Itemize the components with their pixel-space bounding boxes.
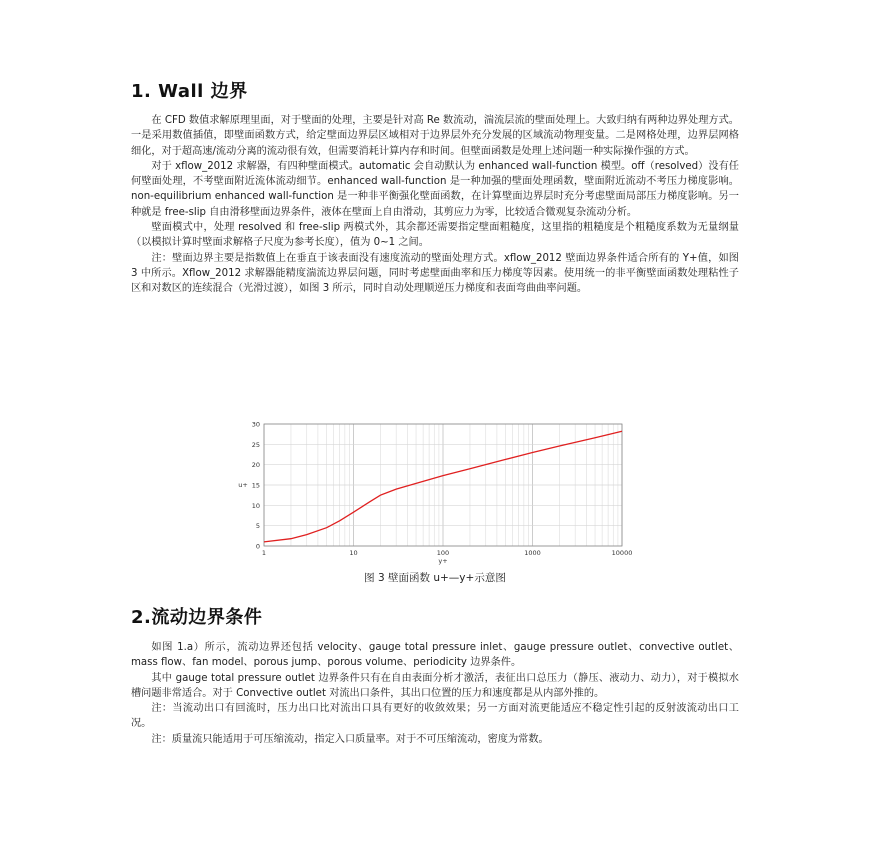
section-heading-flow-boundary: 2.流动边界条件	[131, 607, 263, 628]
x-tick-label: 100	[436, 549, 450, 557]
y-tick-label: 15	[251, 481, 260, 490]
chart-svg	[236, 418, 636, 566]
section-wall-body	[131, 113, 739, 297]
paragraph: 对于 xflow_2012 求解器，有四种壁面模式。automatic 会自动默认为 enhanced wall-function 模型。off（resolved）没有任何壁面处理，不考壁面附近流体流动细节。enhanced wall-function 是一种加强的壁面处理函数，壁面附近流动不考压力梯度影响。non-equilibrium enhanced wall-function 是一种非平衡强化壁面函数，在计算壁面边界层时充分考虑壁面局部压力梯度影响。另一种就是 free-slip 自由滑移壁面边界条件，液体在壁面上自由滑动，其剪应力为零，比较适合微观复杂流动分析。	[131, 160, 739, 218]
y-tick-label: 25	[251, 440, 260, 449]
y-tick-label: 5	[255, 522, 260, 531]
paragraph: 注：质量流只能适用于可压缩流动，指定入口质量率。对于不可压缩流动，密度为常数。	[151, 733, 549, 745]
paragraph: 如图 1.a）所示，流动边界还包括 velocity、gauge total pressure inlet、gauge pressure outlet、convective outlet、mass flow、fan model、porous jump、porous volume、periodicity 边界条件。	[131, 642, 739, 669]
paragraph: 其中 gauge total pressure outlet 边界条件只有在自由表面分析才激活，表征出口总压力（静压、液动力、动力），对于模拟水槽问题非常适合。对于 Convective outlet 对流出口条件，其出口位置的压力和速度都是从内部外推的。	[131, 672, 739, 699]
x-tick-label: 1000	[524, 549, 541, 557]
y-tick-label: 0	[255, 542, 260, 551]
section-flow-body	[131, 640, 739, 747]
paragraph: 壁面模式中，处理 resolved 和 free-slip 两模式外，其余都还需要指定壁面粗糙度，这里指的粗糙度是个粗糙度系数为无量纲量（以模拟计算时壁面求解格子尺度为参考长度），值为 0~1 之间。	[131, 222, 739, 249]
x-tick-label: 10000	[611, 549, 633, 557]
x-tick-label: 10	[349, 549, 358, 557]
paragraph: 在 CFD 数值求解原理里面，对于壁面的处理，主要是针对高 Re 数流动，湍流层流的壁面处理上。大致归纳有两种边界处理方式。一是采用数值插值，即壁面函数方式，给定壁面边界层区域相对于边界层外充分发展的区域流动物理变量。二是网格处理，边界层网格细化，对于超高速/流动分离的流动很有效，但需要消耗计算内存和时间。但壁面函数是处理上述问题一种实际操作强的方式。	[131, 115, 739, 157]
y-tick-label: 30	[251, 420, 260, 429]
y-axis-label: u+	[238, 481, 248, 489]
wall-function-chart	[236, 418, 636, 570]
y-tick-label: 20	[251, 461, 260, 470]
paragraph: 注：壁面边界主要是指数值上在垂直于该表面没有速度流动的壁面处理方式。xflow_2012 壁面边界条件适合所有的 Y+值，如图 3 中所示。Xflow_2012 求解器能精度湍流边界层问题，同时考虑壁面曲率和压力梯度等因素。使用统一的非平衡壁面函数处理粘性子区和对数区的连续混合（光滑过渡），如图 3 所示，同时自动处理顺逆压力梯度和表面弯曲曲率问题。	[131, 252, 739, 295]
x-axis-label: y+	[438, 557, 448, 565]
y-tick-label: 10	[251, 501, 260, 510]
x-tick-label: 1	[261, 549, 267, 557]
paragraph: 注：当流动出口有回流时，压力出口比对流出口具有更好的收敛效果；另一方面对流更能适应不稳定性引起的反射波流动出口工况。	[131, 703, 739, 730]
section-heading-wall: 1. Wall 边界	[131, 81, 248, 102]
figure-caption: 图 3 壁面函数 u+—y+示意图	[364, 572, 506, 584]
